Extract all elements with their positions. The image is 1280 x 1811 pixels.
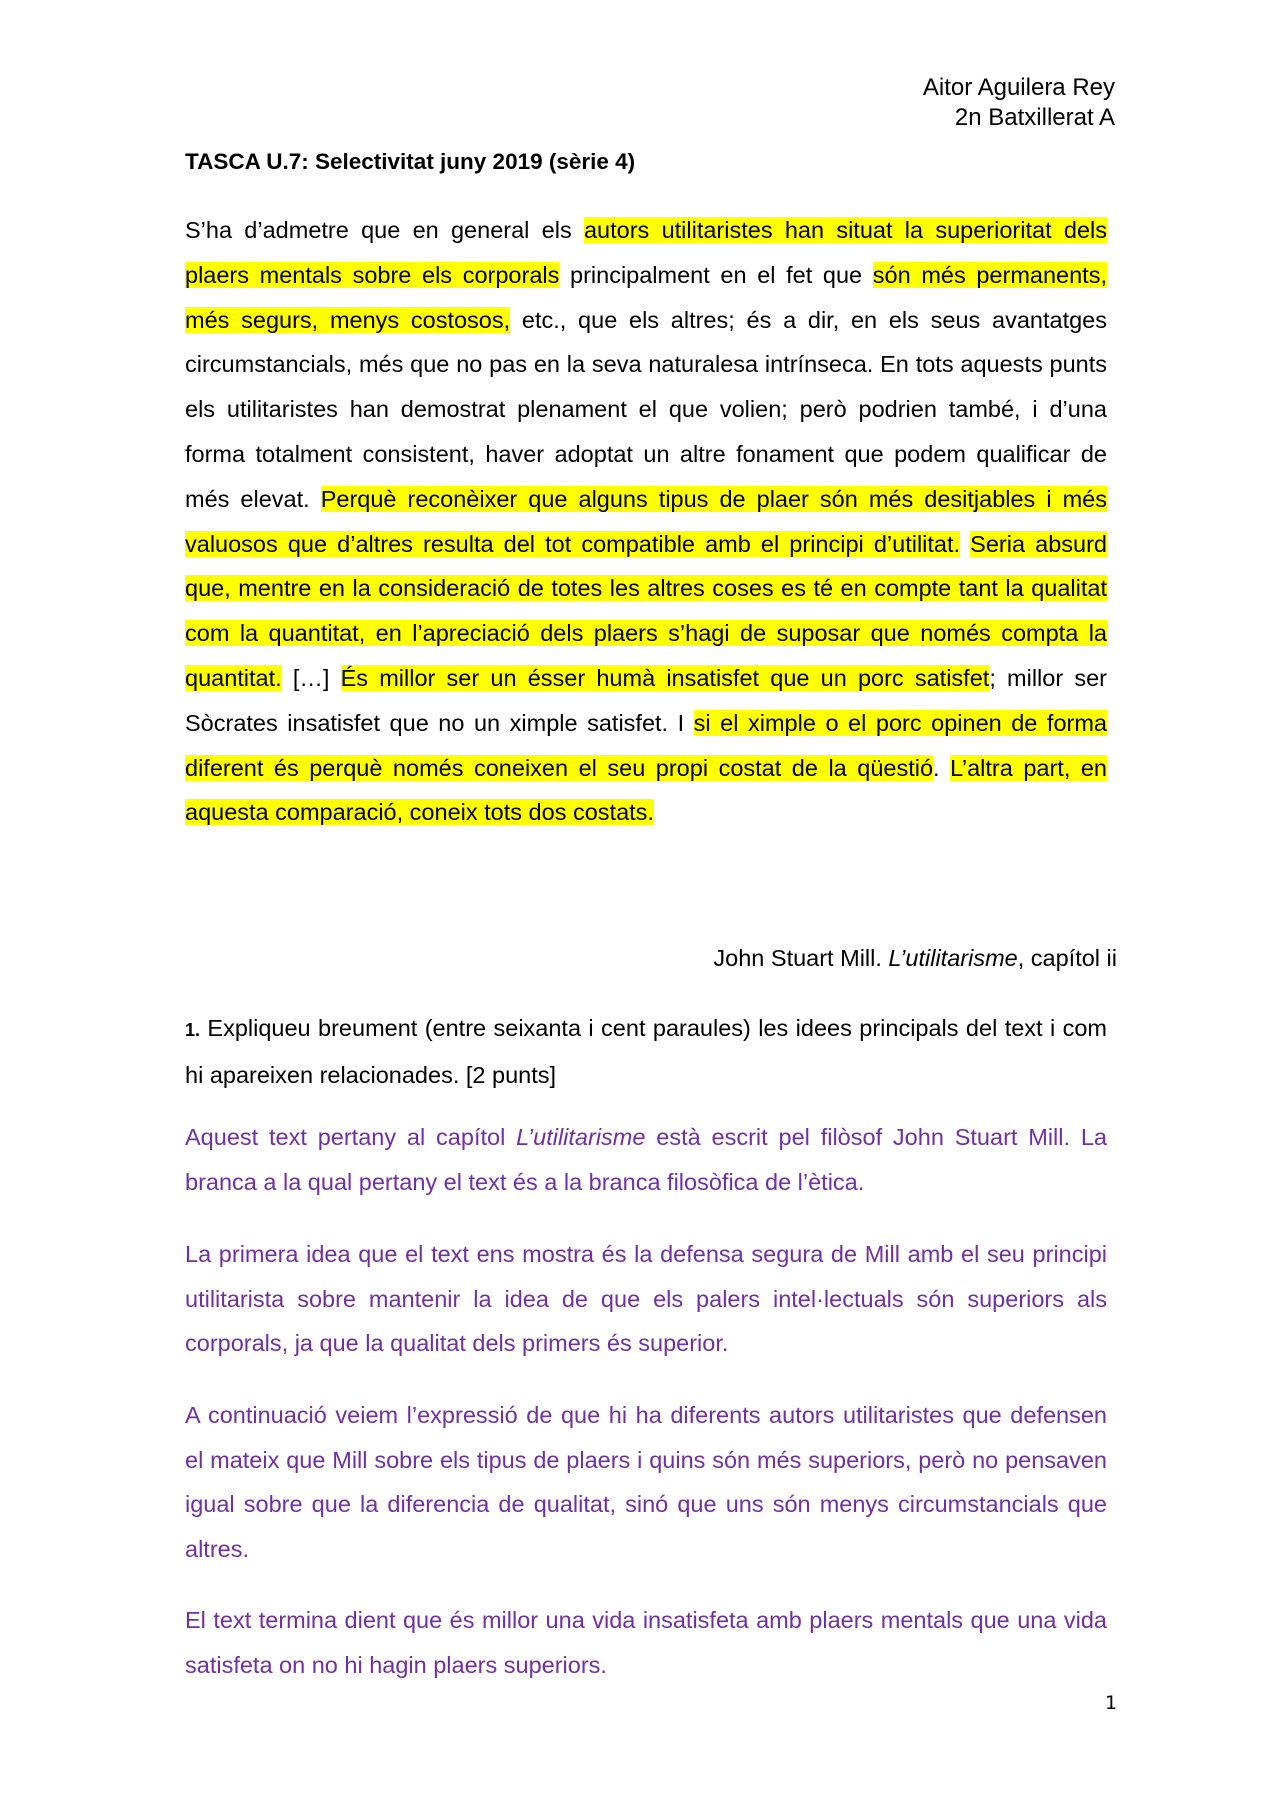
highlight: Perquè reconèixer que alguns tipus de plaer són més desitjables i més valuosos que d’altres resulta del tot compatible amb el principi d’utilitat. xyxy=(185,485,1107,557)
highlight: són més permanents, més segurs, menys costosos, xyxy=(185,261,1107,333)
citation xyxy=(713,945,1117,972)
quoted-text xyxy=(185,208,1107,835)
course-name: 2n Batxillerat A xyxy=(954,104,1115,131)
quote-segment xyxy=(960,531,970,557)
answer-work-title: L’utilitarisme xyxy=(516,1124,646,1150)
quote-segment: . xyxy=(933,754,951,781)
page-title: TASCA U.7: Selectivitat juny 2019 (sèrie 4) xyxy=(185,149,636,174)
highlight: Seria absurd que, mentre en la consideració de totes les altres coses es té en compte tant la qualitat com la quantitat, en l’apreciació dels plaers s’hagi de suposar que només compta la quantitat. xyxy=(185,530,1107,691)
highlight: si el ximple o el porc opinen de forma diferent és perquè només coneixen el seu propi costat de la qüestió xyxy=(185,709,1107,781)
answer-text: està escrit pel filòsof John Stuart Mill. La branca a la qual pertany el text és a la branca filosòfica de l’ètica. xyxy=(185,1124,1107,1195)
question-1 xyxy=(185,1006,1107,1097)
question-text: Expliqueu breument (entre seixanta i cent paraules) les idees principals del text i com hi apareixen relacionades. [2 punts] xyxy=(185,1015,1107,1088)
answer-text: Aquest text pertany al capítol xyxy=(185,1124,517,1150)
citation-chapter: , capítol ii xyxy=(1017,945,1117,971)
answer-paragraph-1 xyxy=(185,1115,1107,1204)
quote-segment: S’ha d’admetre que en general els xyxy=(185,217,584,243)
header-block xyxy=(923,73,1115,133)
highlight: autors utilitaristes han situat la superioritat dels plaers mentals sobre els corporals xyxy=(185,217,1107,288)
answer-paragraph-4: El text termina dient que és millor una vida insatisfeta amb plaers mentals que una vida satisfeta on no hi hagin plaers superiors. xyxy=(185,1607,1107,1678)
page-number: 1 xyxy=(1105,1692,1118,1714)
question-number: 1. xyxy=(185,1020,201,1040)
answer-paragraph-2: La primera idea que el text ens mostra és la defensa segura de Mill amb el seu principi utilitarista sobre mantenir la idea de que els palers intel·lectuals són superiors als corporals, ja que la qualitat dels primers és superior. xyxy=(185,1241,1107,1356)
citation-author: John Stuart Mill. xyxy=(713,945,889,971)
answer-paragraph-3: A continuació veiem l’expressió de que hi ha diferents autors utilitaristes que defensen el mateix que Mill sobre els tipus de plaers i quins són més superiors, però no pensaven igual sobre que la diferencia de qualitat, sinó que uns són menys circumstancials que altres. xyxy=(185,1402,1107,1562)
quote-segment: ; millor ser Sòcrates insatisfet que no un ximple satisfet. I xyxy=(185,664,1107,736)
highlight: És millor ser un ésser humà insatisfet que un porc satisfet xyxy=(340,664,990,691)
author-name: Aitor Aguilera Rey xyxy=(922,74,1115,101)
quote-segment: etc., que els altres; és a dir, en els seus avantatges circumstancials, més que no pas en la seva naturalesa intrínseca. En tots aquests punts els utilitaristes han demostrat plenament el que volien; però podrien també, i d’una forma totalment consistent, haver adoptat un altre fonament que podem qualificar de més elevat. xyxy=(185,306,1107,512)
quote-segment: […] xyxy=(281,664,341,691)
highlight: L’altra part, en aquesta comparació, coneix tots dos costats. xyxy=(185,754,1108,826)
quote-segment: principalment en el fet que xyxy=(559,261,873,288)
citation-work: L’utilitarisme xyxy=(888,945,1018,971)
